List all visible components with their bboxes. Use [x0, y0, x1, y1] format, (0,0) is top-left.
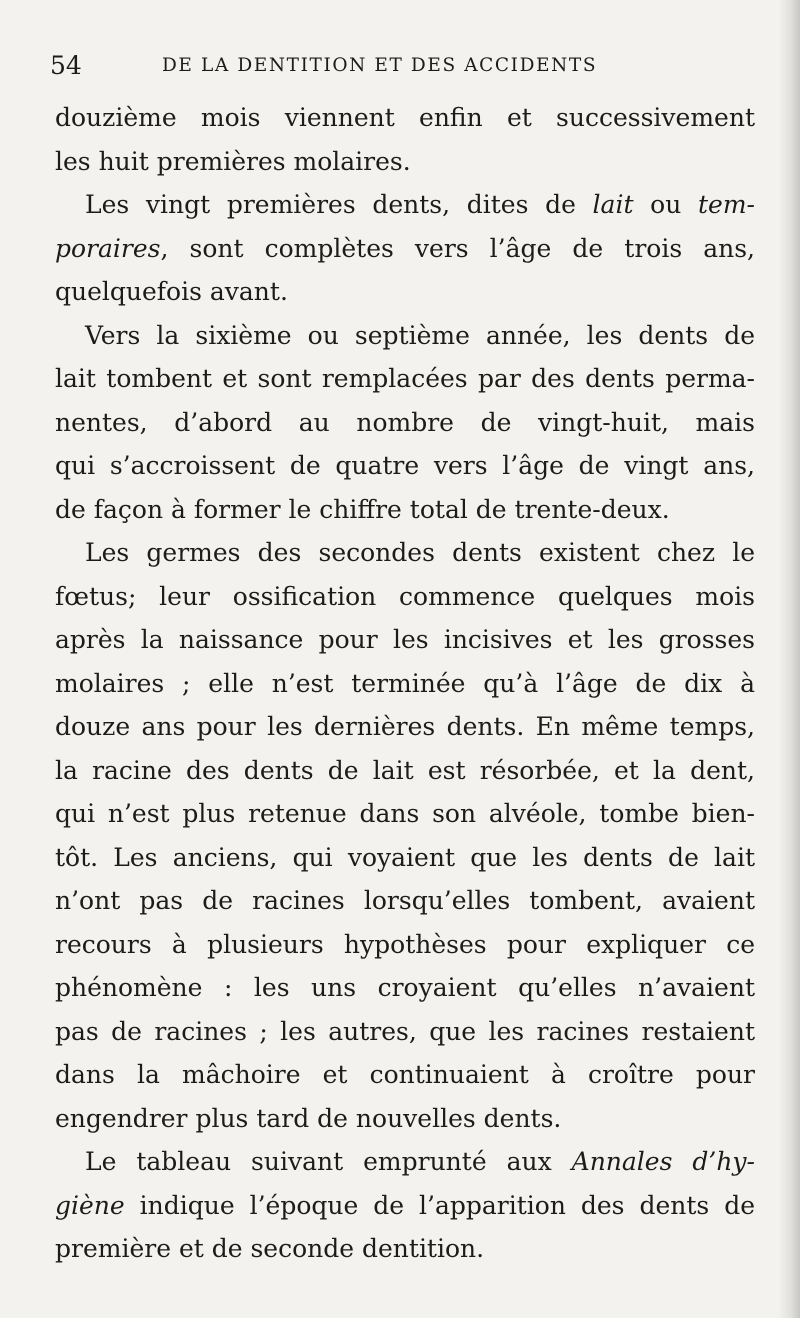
text-line: pas de racines ; les autres, que les racines restaient	[55, 1016, 755, 1046]
text-line	[55, 183, 755, 227]
italic-word: tem-	[698, 190, 755, 219]
body-text	[55, 96, 755, 1271]
text-line	[55, 1184, 755, 1228]
text-line	[55, 1140, 755, 1184]
italic-word: poraires	[55, 233, 161, 263]
text-line: n’ont pas de racines lorsqu’elles tombent, avaient	[55, 886, 755, 915]
text-line: engendrer plus tard de nouvelles dents.	[55, 1103, 562, 1133]
text-line: de façon à former le chiffre total de trente-deux.	[55, 494, 670, 524]
text-line: nentes, d’abord au nombre de vingt-huit, mais	[55, 407, 755, 437]
text-line: après la naissance pour les incisives et les grosses	[55, 625, 755, 654]
text-line: qui n’est plus retenue dans son alvéole, tombe bien-	[55, 799, 755, 828]
text-line: recours à plusieurs hypothèses pour expliquer ce	[55, 929, 755, 959]
text-line: les huit premières molaires.	[55, 146, 411, 176]
text-line: molaires ; elle n’est terminée qu’à l’âge de dix à	[55, 668, 755, 698]
italic-word: lait	[592, 190, 634, 219]
text-line: douze ans pour les dernières dents. En même temps,	[55, 712, 755, 741]
text-line: douzième mois viennent enfin et successivement	[55, 103, 755, 132]
text-line: Les germes des secondes dents existent chez le	[85, 538, 755, 567]
text-span: indique l’époque de l’apparition des dents de	[124, 1190, 755, 1220]
text-line: Vers la sixième ou septième année, les dents de	[85, 320, 755, 350]
text-line: lait tombent et sont remplacées par des dents perma-	[55, 364, 755, 393]
text-line: la racine des dents de lait est résorbée, et la dent,	[55, 755, 755, 785]
text-line: qui s’accroissent de quatre vers l’âge de vingt ans,	[55, 451, 755, 480]
italic-word: Annales d’hy-	[571, 1147, 755, 1176]
italic-word: giène	[55, 1190, 125, 1220]
text-line: dans la mâchoire et continuaient à croître pour	[55, 1060, 755, 1089]
text-line: phénomène : les uns croyaient qu’elles n’avaient	[55, 973, 755, 1002]
text-span: Les vingt premières dents, dites de	[85, 190, 593, 219]
text-line: première et de seconde dentition.	[55, 1234, 485, 1263]
text-line: tôt. Les anciens, qui voyaient que les dents de lait	[55, 842, 755, 872]
text-line: quelquefois avant.	[55, 277, 288, 306]
running-title: DE LA DENTITION ET DES ACCIDENTS	[162, 55, 598, 76]
running-head	[50, 46, 750, 86]
page-number: 54	[50, 51, 82, 80]
scan-shadow-edge	[778, 0, 800, 1318]
text-line: fœtus; leur ossification commence quelques mois	[55, 581, 755, 611]
text-span: , sont complètes vers l’âge de trois ans,	[160, 233, 755, 263]
text-line	[55, 227, 755, 271]
text-span: Le tableau suivant emprunté aux	[85, 1147, 572, 1176]
text-span: ou	[633, 190, 698, 219]
